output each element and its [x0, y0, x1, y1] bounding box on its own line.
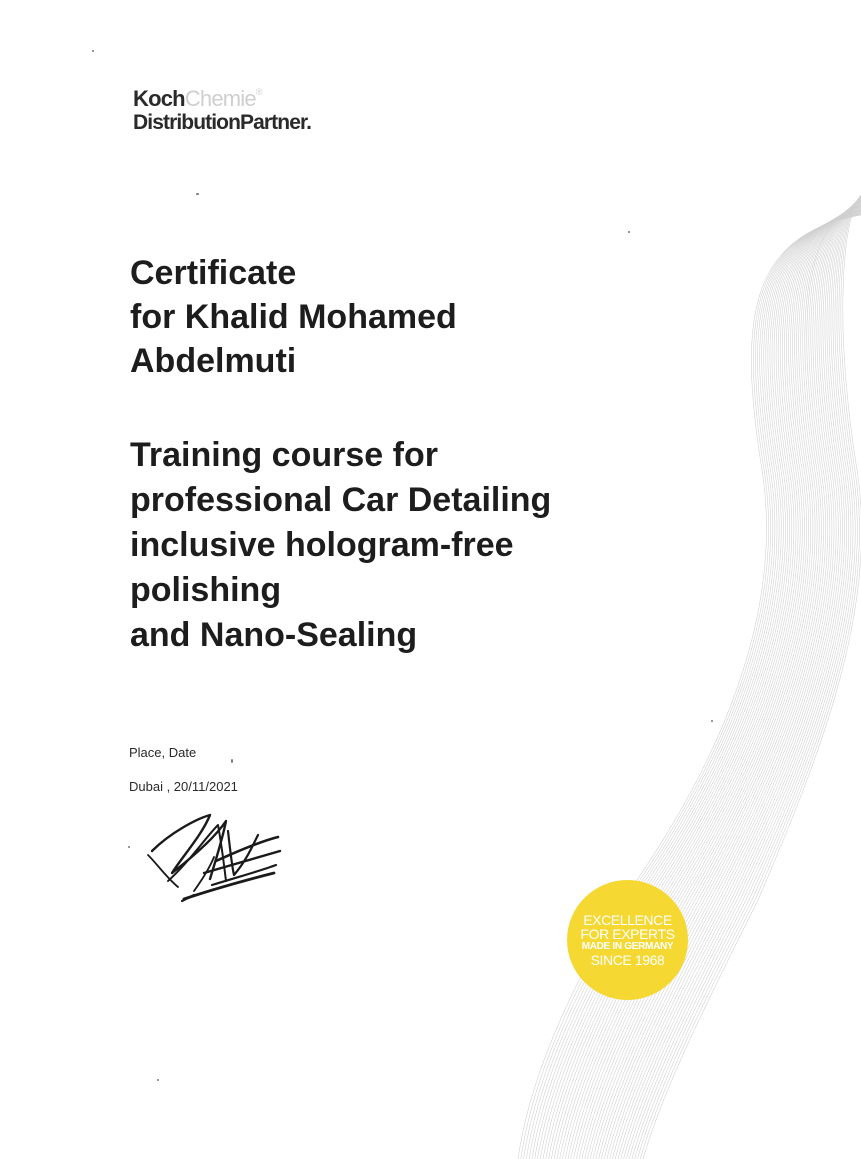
wave-line — [599, 202, 861, 1159]
wave-line — [607, 201, 861, 1159]
wave-line — [526, 214, 861, 1159]
wave-line — [640, 195, 861, 1159]
course-line: professional Car Detailing — [130, 481, 552, 519]
wave-line — [574, 206, 861, 1159]
wave-line — [587, 204, 861, 1159]
wave-line — [604, 201, 861, 1159]
place-date-value: Dubai , 20/11/2021 — [129, 779, 238, 794]
wave-line — [532, 213, 861, 1159]
wave-line — [596, 203, 861, 1159]
wave-line — [576, 206, 861, 1159]
certificate-title: Certificate — [130, 254, 297, 292]
excellence-seal — [567, 880, 688, 1000]
wave-line — [562, 208, 861, 1159]
scan-speck — [92, 50, 94, 52]
wave-line — [590, 203, 861, 1159]
wave-line — [626, 198, 861, 1159]
wave-line — [568, 207, 861, 1159]
wave-line — [546, 211, 861, 1159]
course-description — [130, 433, 551, 658]
wave-line — [540, 211, 861, 1159]
wave-line — [612, 200, 861, 1159]
logo-subtitle: DistributionPartner. — [133, 111, 312, 134]
scan-speck — [628, 231, 630, 233]
course-line: and Nano-Sealing — [130, 616, 418, 654]
wave-line — [632, 197, 861, 1159]
kochchemie-logo — [133, 88, 311, 133]
recipient-line-1: for Khalid Mohamed — [130, 298, 457, 336]
scan-speck — [157, 1079, 159, 1081]
wave-line — [529, 213, 861, 1159]
wave-line — [543, 211, 861, 1159]
wave-line — [537, 212, 861, 1159]
course-line: Training course for — [130, 436, 438, 474]
scan-speck — [196, 193, 199, 195]
wave-line — [551, 210, 861, 1159]
wave-line — [621, 199, 861, 1159]
logo-brand — [133, 88, 311, 110]
wave-line — [560, 208, 861, 1159]
wave-line — [643, 195, 861, 1159]
wave-line — [618, 199, 861, 1159]
scan-speck — [128, 846, 130, 848]
logo-brand-chemie: Chemie — [184, 86, 256, 111]
wave-line — [635, 196, 861, 1159]
wave-line — [524, 214, 861, 1159]
wave-line — [557, 209, 861, 1159]
wave-line — [601, 202, 861, 1159]
wave-line — [571, 207, 861, 1159]
wave-line — [637, 196, 861, 1159]
course-line: inclusive hologram-free — [130, 526, 514, 564]
seal-line-excellence: EXCELLENCE — [583, 911, 672, 928]
seal-line-made-in-germany: MADE IN GERMANY — [581, 941, 674, 953]
scan-speck — [231, 759, 233, 763]
wave-line — [582, 205, 861, 1159]
recipient-line-2: Abdelmuti — [130, 342, 297, 380]
wave-line — [610, 200, 861, 1159]
wave-line — [579, 205, 861, 1159]
wave-line — [624, 198, 861, 1159]
place-date-label: Place, Date — [129, 745, 197, 760]
logo-brand-koch: Koch — [133, 86, 185, 111]
seal-line-since: SINCE 1968 — [590, 952, 665, 969]
seal-line-for-experts: FOR EXPERTS — [580, 925, 675, 942]
wave-line — [590, 203, 861, 1159]
wave-line — [521, 215, 861, 1159]
wave-line — [554, 209, 861, 1159]
wave-line — [549, 210, 861, 1159]
registered-trademark: ® — [255, 87, 262, 97]
wave-line — [565, 207, 861, 1159]
certificate-heading — [130, 251, 457, 383]
wave-line — [585, 204, 861, 1159]
wave-line — [518, 215, 861, 1159]
scan-speck — [711, 720, 713, 722]
wave-line — [629, 197, 861, 1159]
course-line: polishing — [130, 571, 282, 609]
wave-line — [535, 212, 861, 1159]
wave-line — [615, 199, 861, 1159]
signature — [138, 795, 298, 915]
